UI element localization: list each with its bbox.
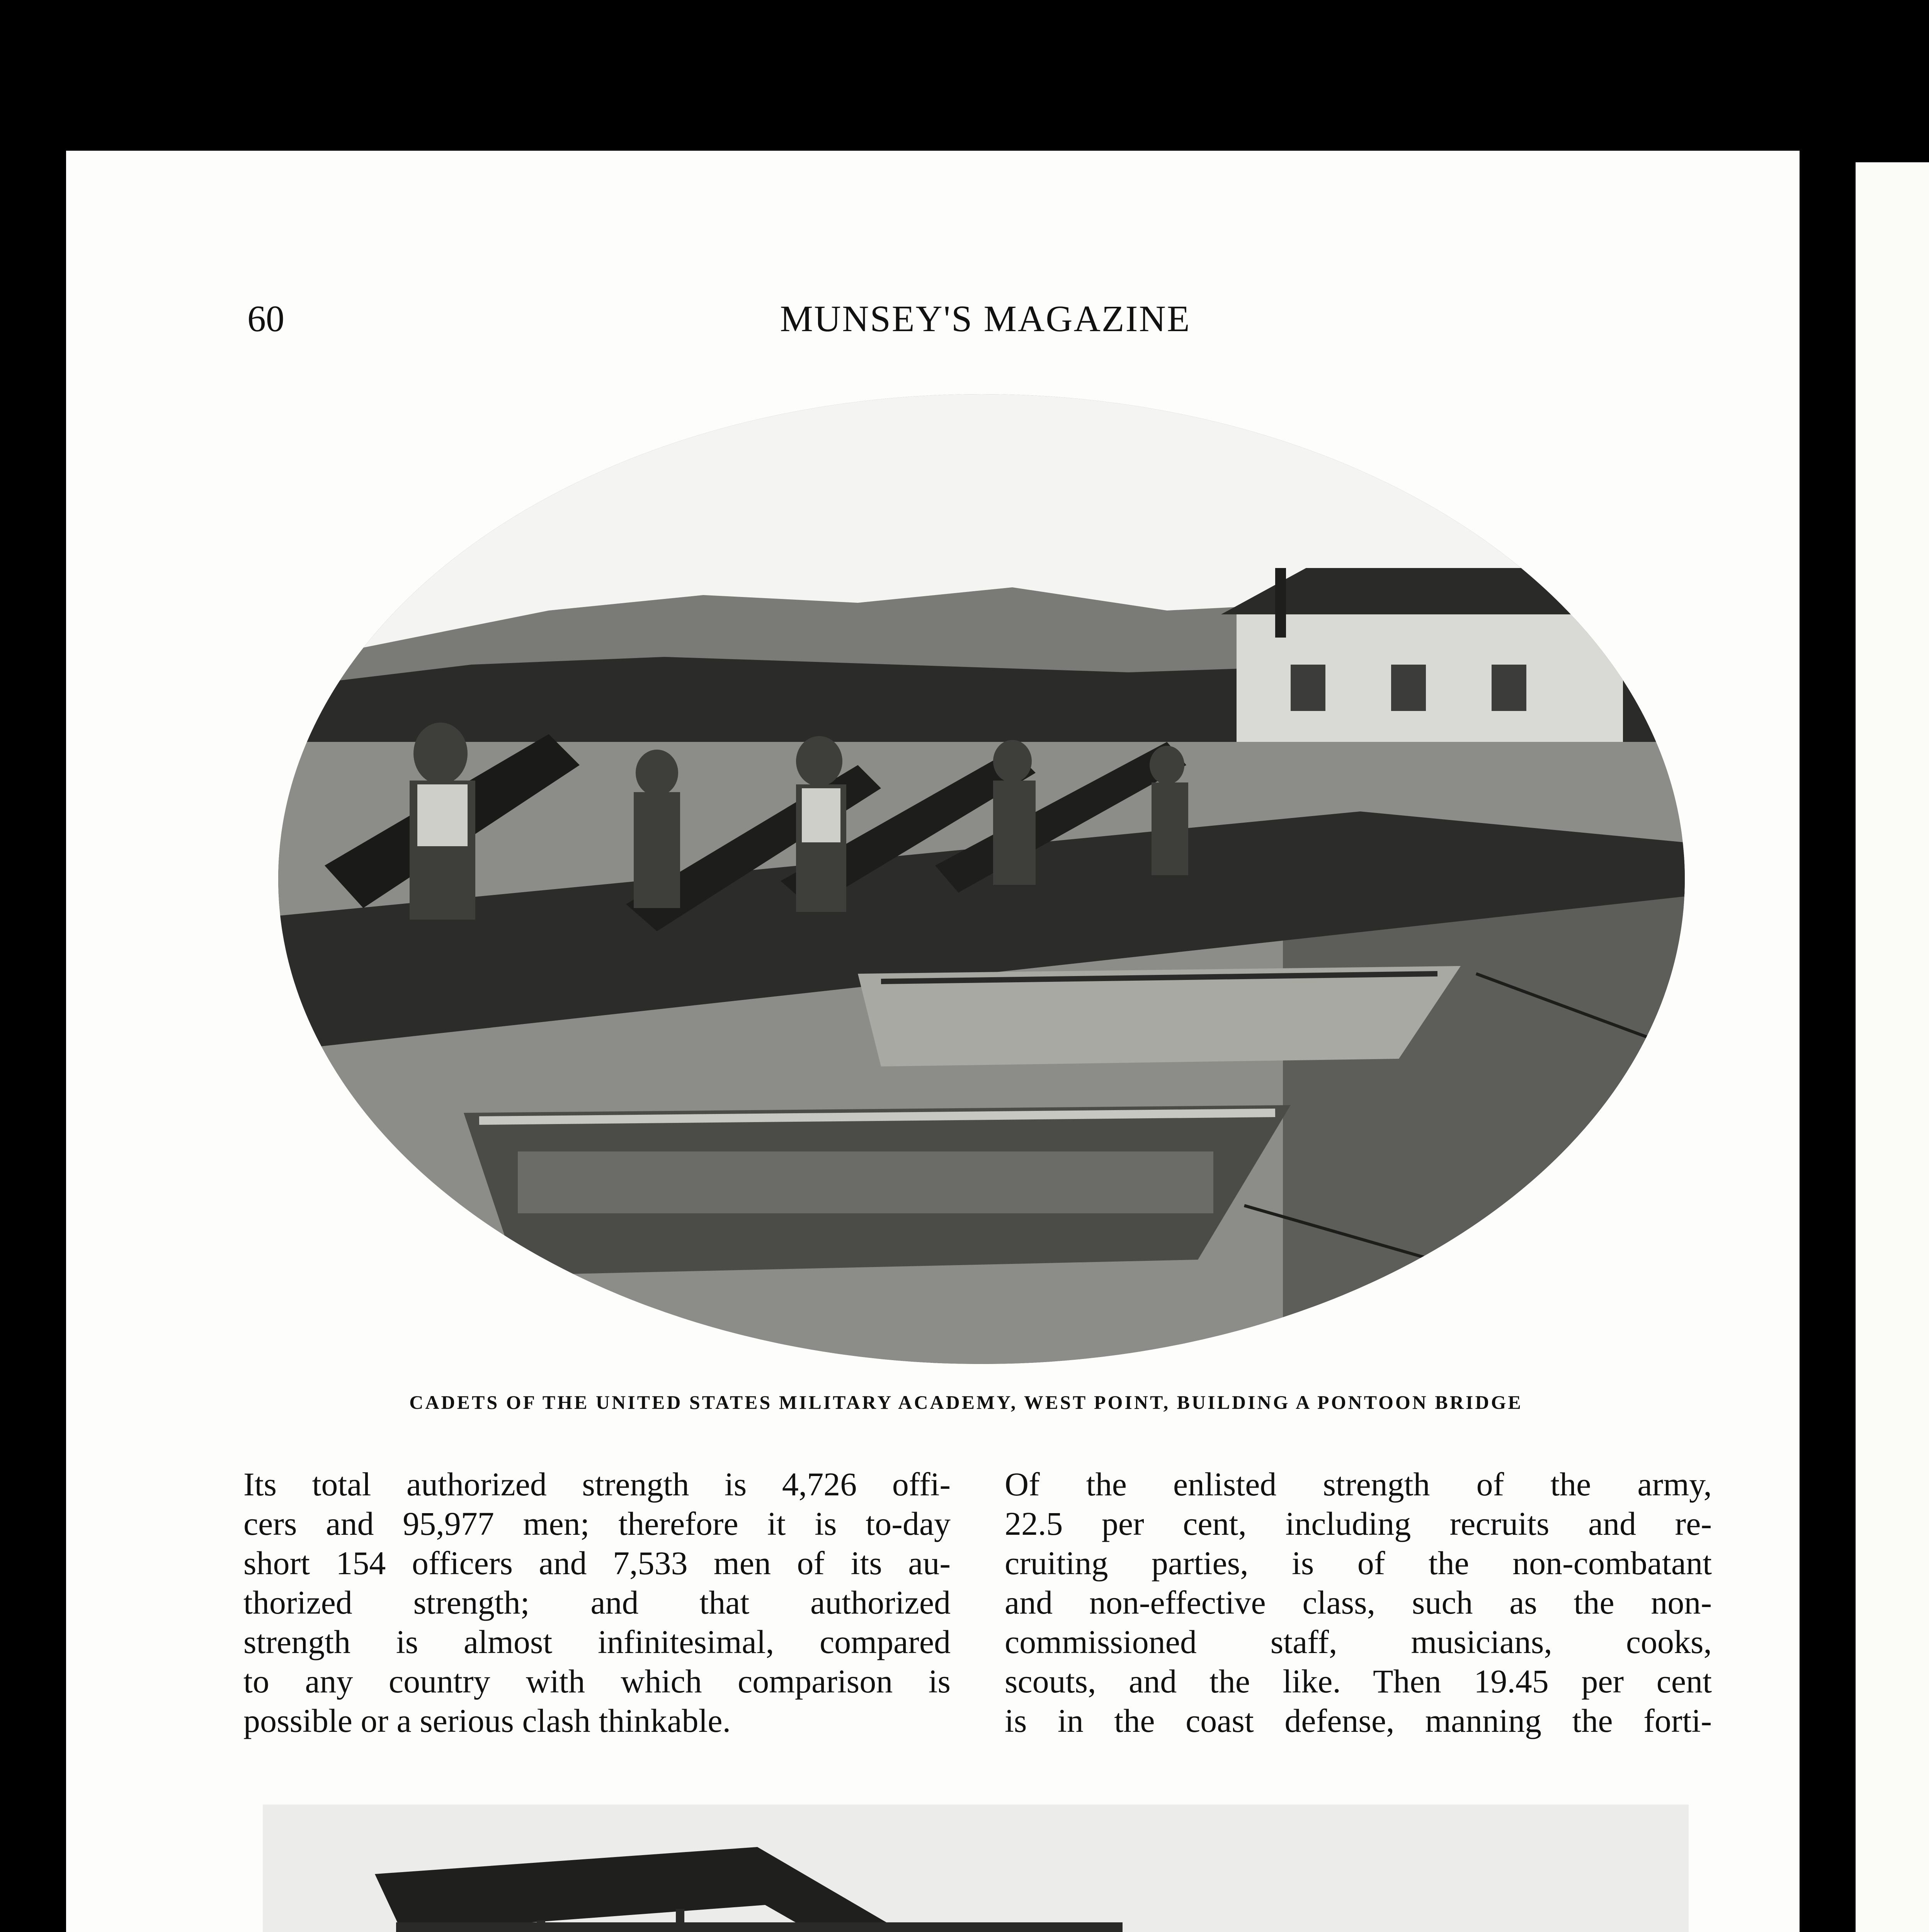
text-line: 22.5 per cent, including recruits and re- <box>1005 1505 1712 1542</box>
text-line: possible or a serious clash thinkable. <box>243 1702 731 1739</box>
motor-wagon-illustration <box>263 1804 1689 1932</box>
running-title: MUNSEY'S MAGAZINE <box>780 298 1191 339</box>
pontoon-bridge-photo <box>278 394 1685 1364</box>
text-line: Of the enlisted strength of the army, <box>1005 1466 1712 1503</box>
text-column-left <box>243 1464 951 1740</box>
text-line: to any country with which comparison is <box>243 1663 951 1700</box>
text-line: strength is almost infinitesimal, compared <box>243 1623 951 1660</box>
text-line: short 154 officers and 7,533 men of its au- <box>243 1544 951 1582</box>
text-line: scouts, and the like. Then 19.45 per cent <box>1005 1663 1712 1700</box>
text-line: cruiting parties, is of the non-combatant <box>1005 1544 1712 1582</box>
text-line: and non-effective class, such as the non- <box>1005 1584 1712 1621</box>
text-line: is in the coast defense, manning the forti- <box>1005 1702 1712 1739</box>
text-column-right <box>1005 1464 1712 1740</box>
text-line: cers and 95,977 men; therefore it is to-day <box>243 1505 951 1542</box>
adjacent-page-edge <box>1856 162 1929 1932</box>
pontoon-bridge-illustration <box>278 394 1685 1364</box>
motor-wagon-photo <box>263 1804 1689 1932</box>
page-number: 60 <box>247 298 284 339</box>
figure-caption-pontoon-bridge: CADETS OF THE UNITED STATES MILITARY ACADEMY, WEST POINT, BUILDING A PONTOON BRIDGE <box>409 1391 1523 1413</box>
text-line: commissioned staff, musicians, cooks, <box>1005 1623 1712 1660</box>
text-line: thorized strength; and that authorized <box>243 1584 951 1621</box>
text-line: Its total authorized strength is 4,726 offi- <box>243 1466 951 1503</box>
